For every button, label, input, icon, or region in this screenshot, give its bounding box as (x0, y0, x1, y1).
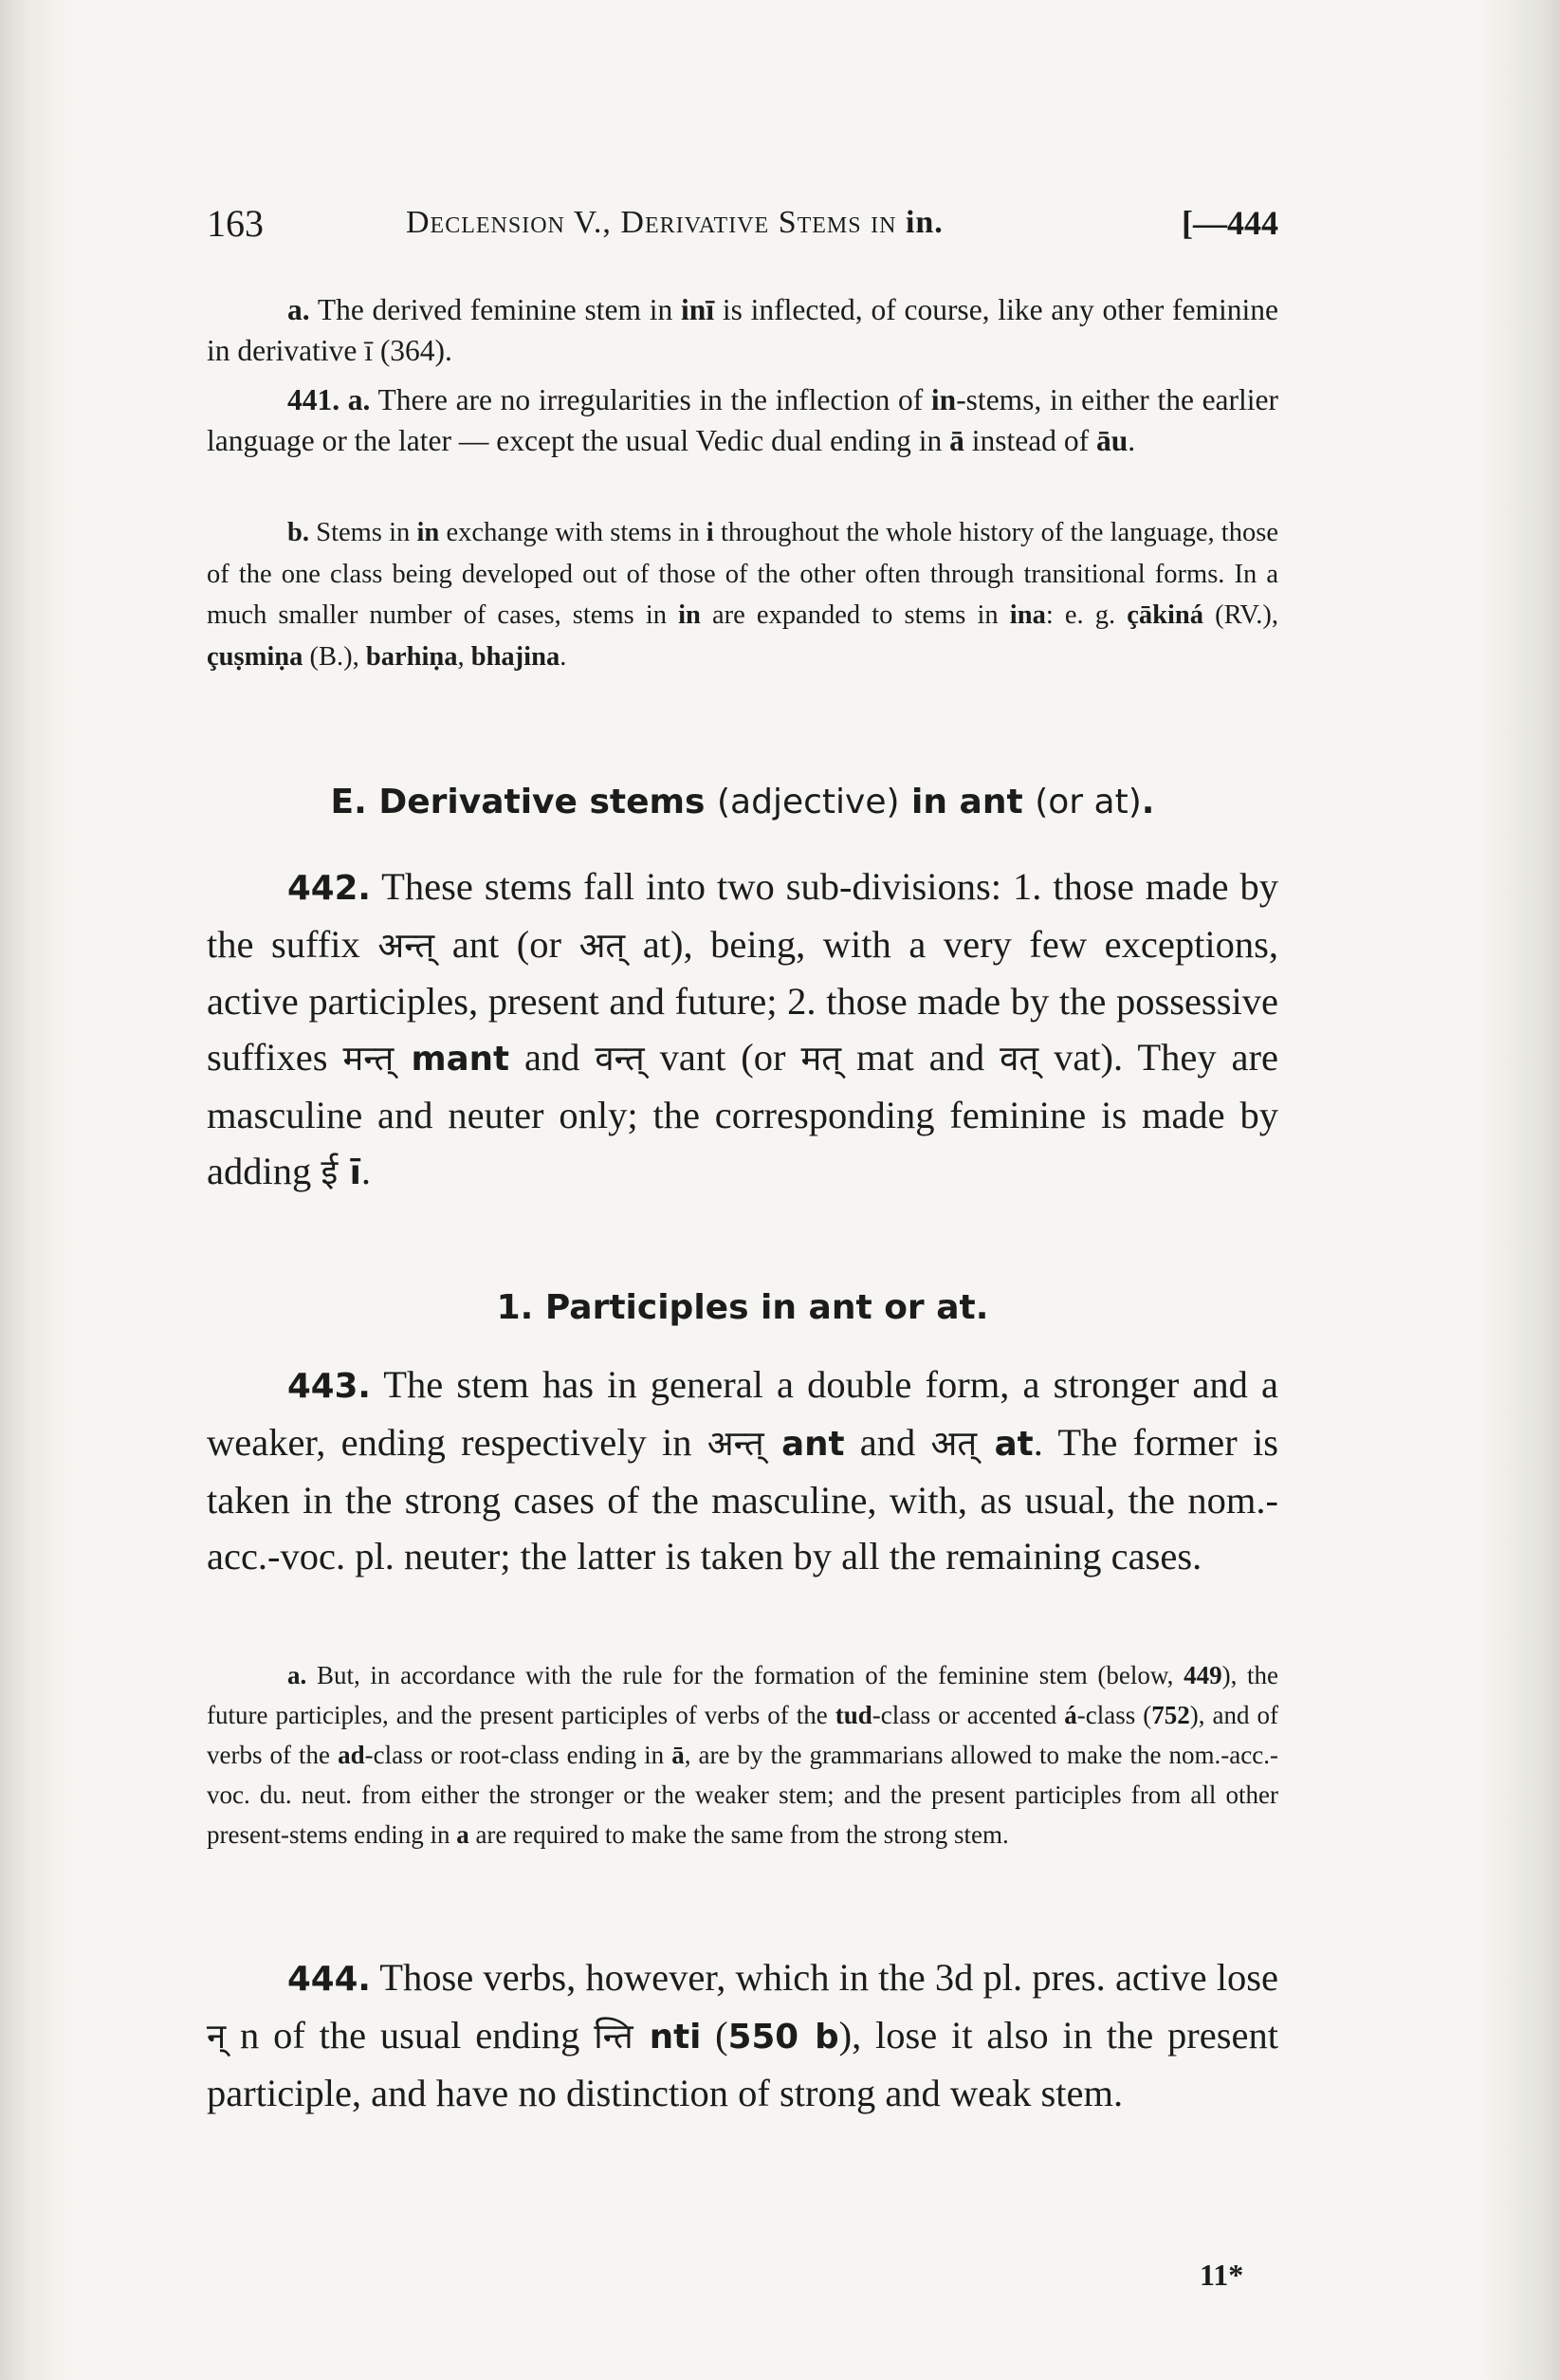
devanagari-ant-443: अन्त् (707, 1423, 764, 1464)
paragraph-444: 444. Those verbs, however, which in the 3d pl. pres. active lose न् n of the usual ending न्ति nti (550 b), lose it also in the present participle, and have no distinction of strong and weak stem. (207, 1956, 1278, 2114)
page-number: 163 (207, 202, 264, 245)
signature-mark: 11* (1200, 2258, 1244, 2292)
devanagari-mant: मन्त् (342, 1038, 395, 1079)
running-head (207, 201, 1278, 249)
paragraph-442: 442. These stems fall into two sub-divisions: 1. those made by the suffix अन्त् ant (or अत् at), being, with a very few exceptions, active participles, present and future; 2. those made by the possessive suffixes मन्त् mant and वन्त् vant (or मत् mat and वत् vat). They are masculine and neuter only; the corresponding feminine is made by adding ई ī. (207, 865, 1279, 1192)
running-title: Declension V., Derivative Stems in in. (406, 205, 944, 240)
devanagari-at: अत् (578, 925, 626, 966)
devanagari-n: न् (207, 2016, 227, 2057)
devanagari-at-443: अत् (930, 1423, 978, 1464)
section-heading-e: E. Derivative stems (adjective) in ant (or at). (330, 783, 1155, 821)
devanagari-ant: अन्त् (377, 925, 435, 966)
devanagari-vant: वन्त् (595, 1038, 645, 1079)
paragraph-443: 443. The stem has in general a double form, a stronger and a weaker, ending respectively in अन्त् ant and अत् at. The former is taken in the strong cases of the masculine, with, as usual, the nom.-acc.-voc. pl. neuter; the latter is taken by all the remaining cases. (207, 1363, 1278, 1577)
devanagari-vat: वत् (1000, 1038, 1039, 1079)
devanagari-mat: मत् (800, 1038, 842, 1079)
devanagari-nti: न्ति (594, 2016, 633, 2057)
devanagari-long-i: ई (321, 1152, 339, 1192)
subsection-heading-participles: 1. Participles in ant or at. (496, 1288, 989, 1327)
paragraph-441b: b. Stems in in exchange with stems in i throughout the whole history of the language, those of the one class being developed out of those of the other often through transitional forms. In a much smaller number of cases, stems in in are expanded to stems in ina: e. g. çākiná (RV.), çuṣmiṇa (B.), barhiṇa, bhajina. (207, 518, 1278, 672)
paragraph-440a: a. The derived feminine stem in inī is inflected, of course, like any other feminine in derivative ī (364). (207, 293, 1279, 367)
paragraph-441a: 441. a. There are no irregularities in the inflection of in-stems, in either the earlier language or the later — except the usual Vedic dual ending in ā instead of āu. (207, 383, 1279, 457)
paragraph-443a: a. But, in accordance with the rule for the formation of the feminine stem (below, 449), the future participles, and the present participles of verbs of the tud-class or accented á-class (752), and of verbs of the ad-class or root-class ending in ā, are by the grammarians allowed to make the nom.-acc.-voc. du. neut. from either the stronger or the weaker stem; and the present participles from all other present-stems ending in a are required to make the same from the strong stem. (207, 1661, 1279, 1849)
section-reference: [—444 (1182, 204, 1278, 242)
